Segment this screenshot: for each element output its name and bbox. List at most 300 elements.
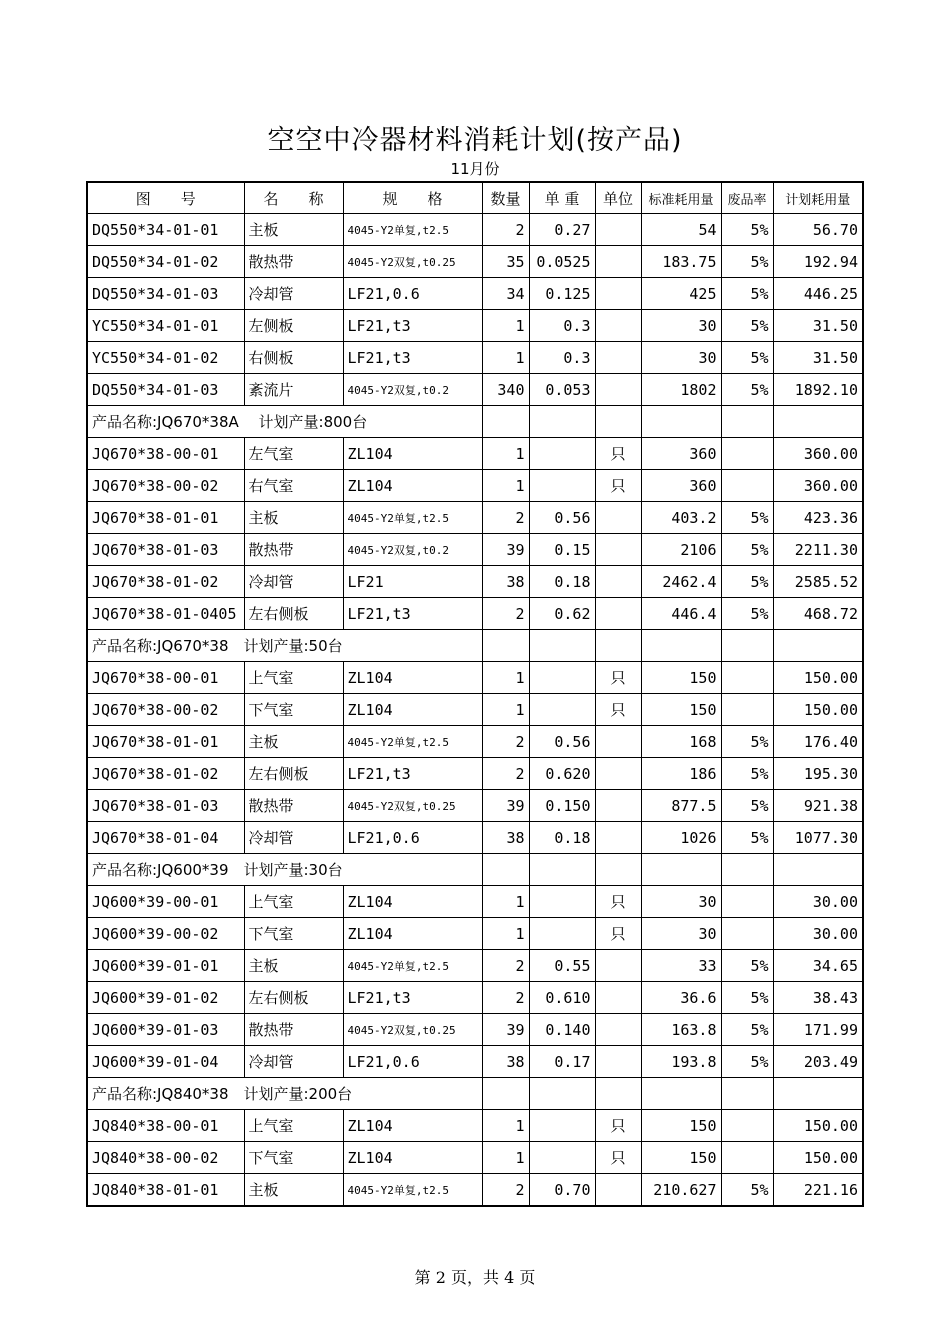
table-row — [87, 278, 863, 310]
cell-spec: LF21,0.6 — [343, 1046, 482, 1078]
table-body — [87, 182, 863, 1206]
table-row — [87, 662, 863, 694]
cell-name: 散热带 — [244, 790, 343, 822]
cell-std-usage: 360 — [641, 470, 721, 502]
cell-qty: 1 — [482, 342, 529, 374]
cell-scrap-rate — [721, 662, 773, 694]
cell-code: DQ550*34-01-01 — [87, 214, 244, 246]
cell-scrap-rate: 5% — [721, 950, 773, 982]
cell-std-usage: 163.8 — [641, 1014, 721, 1046]
table-row — [87, 502, 863, 534]
cell-plan-usage: 921.38 — [773, 790, 863, 822]
cell-code: JQ670*38-00-01 — [87, 438, 244, 470]
cell-scrap-rate: 5% — [721, 1014, 773, 1046]
cell-qty: 2 — [482, 950, 529, 982]
table-row — [87, 1174, 863, 1207]
cell-qty: 340 — [482, 374, 529, 406]
cell-name: 主板 — [244, 726, 343, 758]
cell-unit — [595, 982, 641, 1014]
cell-qty: 2 — [482, 598, 529, 630]
cell-scrap-rate: 5% — [721, 278, 773, 310]
table-row — [87, 918, 863, 950]
cell-std-usage: 2462.4 — [641, 566, 721, 598]
cell-std-usage: 30 — [641, 310, 721, 342]
cell-plan-usage: 221.16 — [773, 1174, 863, 1207]
cell-qty: 1 — [482, 918, 529, 950]
cell-code: JQ670*38-01-01 — [87, 502, 244, 534]
cell-name: 上气室 — [244, 1110, 343, 1142]
header-unit: 单位 — [595, 182, 641, 214]
cell-spec: ZL104 — [343, 470, 482, 502]
table-row — [87, 822, 863, 854]
cell-spec: ZL104 — [343, 438, 482, 470]
cell-weight: 0.55 — [529, 950, 595, 982]
cell-weight: 0.140 — [529, 1014, 595, 1046]
cell-unit — [595, 566, 641, 598]
cell-std-usage: 193.8 — [641, 1046, 721, 1078]
cell-weight: 0.27 — [529, 214, 595, 246]
cell-qty: 39 — [482, 790, 529, 822]
empty-cell — [773, 1078, 863, 1110]
page-footer: 第 2 页，共 4 页 — [414, 1268, 536, 1287]
cell-scrap-rate: 5% — [721, 790, 773, 822]
table-row — [87, 534, 863, 566]
cell-spec: ZL104 — [343, 694, 482, 726]
cell-name: 散热带 — [244, 246, 343, 278]
cell-spec: LF21,t3 — [343, 310, 482, 342]
cell-name: 冷却管 — [244, 278, 343, 310]
cell-unit — [595, 1174, 641, 1207]
cell-qty: 35 — [482, 246, 529, 278]
cell-spec: 4045-Y2双复,t0.2 — [343, 534, 482, 566]
cell-qty: 39 — [482, 1014, 529, 1046]
cell-name: 左气室 — [244, 438, 343, 470]
table-row — [87, 214, 863, 246]
cell-unit: 只 — [595, 1110, 641, 1142]
cell-std-usage: 1802 — [641, 374, 721, 406]
cell-unit — [595, 726, 641, 758]
empty-cell — [595, 630, 641, 662]
cell-code: JQ670*38-00-02 — [87, 694, 244, 726]
cell-name: 下气室 — [244, 694, 343, 726]
cell-unit — [595, 374, 641, 406]
cell-name: 左右侧板 — [244, 598, 343, 630]
cell-code: JQ670*38-01-02 — [87, 566, 244, 598]
cell-unit — [595, 950, 641, 982]
empty-cell — [482, 1078, 529, 1110]
empty-cell — [529, 854, 595, 886]
cell-code: JQ600*39-00-02 — [87, 918, 244, 950]
cell-weight: 0.053 — [529, 374, 595, 406]
cell-unit — [595, 502, 641, 534]
cell-unit — [595, 534, 641, 566]
cell-scrap-rate: 5% — [721, 726, 773, 758]
section-title: 产品名称:JQ670*38A 计划产量:800台 — [87, 406, 482, 438]
cell-plan-usage: 2211.30 — [773, 534, 863, 566]
cell-plan-usage: 423.36 — [773, 502, 863, 534]
cell-weight: 0.62 — [529, 598, 595, 630]
header-plan-usage: 计划耗用量 — [773, 182, 863, 214]
cell-qty: 34 — [482, 278, 529, 310]
table-row — [87, 726, 863, 758]
cell-plan-usage: 31.50 — [773, 310, 863, 342]
cell-spec: LF21,t3 — [343, 342, 482, 374]
cell-unit: 只 — [595, 662, 641, 694]
cell-std-usage: 150 — [641, 662, 721, 694]
header-spec: 规 格 — [343, 182, 482, 214]
cell-qty: 38 — [482, 566, 529, 598]
cell-qty: 1 — [482, 662, 529, 694]
cell-spec: LF21,t3 — [343, 982, 482, 1014]
cell-plan-usage: 195.30 — [773, 758, 863, 790]
cell-name: 冷却管 — [244, 822, 343, 854]
cell-code: JQ600*39-01-02 — [87, 982, 244, 1014]
cell-std-usage: 168 — [641, 726, 721, 758]
cell-weight — [529, 1142, 595, 1174]
cell-code: JQ840*38-01-01 — [87, 1174, 244, 1207]
cell-qty: 1 — [482, 1110, 529, 1142]
cell-weight: 0.18 — [529, 566, 595, 598]
cell-code: JQ670*38-01-04 — [87, 822, 244, 854]
cell-weight — [529, 1110, 595, 1142]
cell-unit — [595, 790, 641, 822]
cell-scrap-rate: 5% — [721, 598, 773, 630]
cell-weight: 0.17 — [529, 1046, 595, 1078]
table-row — [87, 246, 863, 278]
cell-spec: 4045-Y2单复,t2.5 — [343, 726, 482, 758]
table-row — [87, 1014, 863, 1046]
cell-unit — [595, 758, 641, 790]
section-row — [87, 854, 863, 886]
cell-spec: 4045-Y2双复,t0.25 — [343, 1014, 482, 1046]
cell-plan-usage: 468.72 — [773, 598, 863, 630]
cell-scrap-rate: 5% — [721, 758, 773, 790]
cell-code: JQ600*39-01-01 — [87, 950, 244, 982]
cell-unit: 只 — [595, 438, 641, 470]
cell-qty: 1 — [482, 438, 529, 470]
cell-plan-usage: 150.00 — [773, 694, 863, 726]
header-code: 图 号 — [87, 182, 244, 214]
cell-plan-usage: 34.65 — [773, 950, 863, 982]
cell-spec: ZL104 — [343, 1110, 482, 1142]
cell-scrap-rate: 5% — [721, 342, 773, 374]
cell-unit — [595, 310, 641, 342]
cell-qty: 1 — [482, 886, 529, 918]
cell-scrap-rate: 5% — [721, 246, 773, 278]
cell-code: DQ550*34-01-02 — [87, 246, 244, 278]
empty-cell — [721, 854, 773, 886]
cell-unit — [595, 1014, 641, 1046]
cell-std-usage: 30 — [641, 342, 721, 374]
cell-weight: 0.3 — [529, 342, 595, 374]
cell-plan-usage: 38.43 — [773, 982, 863, 1014]
cell-name: 冷却管 — [244, 566, 343, 598]
cell-spec: LF21,t3 — [343, 598, 482, 630]
empty-cell — [721, 406, 773, 438]
table-row — [87, 470, 863, 502]
table-row — [87, 598, 863, 630]
cell-name: 上气室 — [244, 662, 343, 694]
cell-std-usage: 150 — [641, 1110, 721, 1142]
cell-std-usage: 877.5 — [641, 790, 721, 822]
cell-name: 主板 — [244, 214, 343, 246]
cell-plan-usage: 30.00 — [773, 886, 863, 918]
cell-qty: 2 — [482, 1174, 529, 1207]
cell-plan-usage: 192.94 — [773, 246, 863, 278]
cell-plan-usage: 203.49 — [773, 1046, 863, 1078]
cell-name: 右侧板 — [244, 342, 343, 374]
empty-cell — [482, 630, 529, 662]
empty-cell — [721, 1078, 773, 1110]
section-title: 产品名称:JQ840*38 计划产量:200台 — [87, 1078, 482, 1110]
cell-plan-usage: 150.00 — [773, 1110, 863, 1142]
cell-plan-usage: 1892.10 — [773, 374, 863, 406]
cell-spec: 4045-Y2单复,t2.5 — [343, 1174, 482, 1207]
cell-qty: 39 — [482, 534, 529, 566]
cell-plan-usage: 31.50 — [773, 342, 863, 374]
cell-weight — [529, 662, 595, 694]
cell-name: 主板 — [244, 502, 343, 534]
cell-name: 散热带 — [244, 1014, 343, 1046]
cell-unit — [595, 246, 641, 278]
cell-weight: 0.70 — [529, 1174, 595, 1207]
cell-code: JQ670*38-01-03 — [87, 790, 244, 822]
cell-std-usage: 403.2 — [641, 502, 721, 534]
table-row — [87, 438, 863, 470]
cell-spec: ZL104 — [343, 662, 482, 694]
cell-scrap-rate: 5% — [721, 1174, 773, 1207]
cell-plan-usage: 360.00 — [773, 438, 863, 470]
cell-std-usage: 360 — [641, 438, 721, 470]
section-title: 产品名称:JQ600*39 计划产量:30台 — [87, 854, 482, 886]
cell-scrap-rate: 5% — [721, 310, 773, 342]
cell-scrap-rate: 5% — [721, 534, 773, 566]
cell-weight — [529, 694, 595, 726]
cell-qty: 2 — [482, 982, 529, 1014]
cell-plan-usage: 446.25 — [773, 278, 863, 310]
cell-scrap-rate: 5% — [721, 566, 773, 598]
empty-cell — [641, 630, 721, 662]
cell-qty: 38 — [482, 1046, 529, 1078]
cell-scrap-rate — [721, 694, 773, 726]
header-weight: 单 重 — [529, 182, 595, 214]
cell-qty: 2 — [482, 214, 529, 246]
cell-unit: 只 — [595, 1142, 641, 1174]
cell-weight: 0.3 — [529, 310, 595, 342]
cell-std-usage: 54 — [641, 214, 721, 246]
cell-qty: 2 — [482, 726, 529, 758]
cell-code: JQ840*38-00-01 — [87, 1110, 244, 1142]
cell-code: JQ670*38-00-02 — [87, 470, 244, 502]
cell-scrap-rate: 5% — [721, 374, 773, 406]
cell-weight: 0.56 — [529, 726, 595, 758]
section-title: 产品名称:JQ670*38 计划产量:50台 — [87, 630, 482, 662]
cell-scrap-rate — [721, 918, 773, 950]
cell-code: YC550*34-01-02 — [87, 342, 244, 374]
cell-std-usage: 186 — [641, 758, 721, 790]
cell-weight: 0.15 — [529, 534, 595, 566]
cell-weight: 0.125 — [529, 278, 595, 310]
cell-qty: 1 — [482, 310, 529, 342]
cell-std-usage: 1026 — [641, 822, 721, 854]
cell-plan-usage: 2585.52 — [773, 566, 863, 598]
cell-code: JQ600*39-01-03 — [87, 1014, 244, 1046]
table-row — [87, 758, 863, 790]
cell-spec: LF21,0.6 — [343, 278, 482, 310]
cell-weight: 0.0525 — [529, 246, 595, 278]
cell-name: 主板 — [244, 950, 343, 982]
empty-cell — [529, 630, 595, 662]
cell-spec: LF21 — [343, 566, 482, 598]
section-row — [87, 406, 863, 438]
header-row — [87, 182, 863, 214]
cell-unit — [595, 822, 641, 854]
cell-unit — [595, 598, 641, 630]
cell-code: JQ840*38-00-02 — [87, 1142, 244, 1174]
table-row — [87, 310, 863, 342]
cell-unit: 只 — [595, 918, 641, 950]
cell-name: 上气室 — [244, 886, 343, 918]
cell-code: DQ550*34-01-03 — [87, 374, 244, 406]
cell-code: JQ670*38-01-03 — [87, 534, 244, 566]
empty-cell — [482, 854, 529, 886]
empty-cell — [641, 854, 721, 886]
cell-plan-usage: 360.00 — [773, 470, 863, 502]
cell-scrap-rate: 5% — [721, 214, 773, 246]
cell-std-usage: 183.75 — [641, 246, 721, 278]
cell-scrap-rate — [721, 886, 773, 918]
empty-cell — [482, 406, 529, 438]
cell-qty: 2 — [482, 502, 529, 534]
cell-qty: 1 — [482, 694, 529, 726]
cell-weight: 0.610 — [529, 982, 595, 1014]
cell-spec: 4045-Y2单复,t2.5 — [343, 214, 482, 246]
cell-std-usage: 446.4 — [641, 598, 721, 630]
table-row — [87, 342, 863, 374]
table-row — [87, 982, 863, 1014]
cell-weight — [529, 886, 595, 918]
cell-scrap-rate — [721, 1110, 773, 1142]
cell-spec: LF21,t3 — [343, 758, 482, 790]
page-title: 空空中冷器材料消耗计划(按产品) — [267, 125, 683, 156]
cell-spec: 4045-Y2单复,t2.5 — [343, 502, 482, 534]
empty-cell — [773, 854, 863, 886]
cell-name: 下气室 — [244, 918, 343, 950]
cell-spec: ZL104 — [343, 1142, 482, 1174]
cell-unit — [595, 214, 641, 246]
cell-qty: 1 — [482, 470, 529, 502]
cell-name: 下气室 — [244, 1142, 343, 1174]
cell-weight: 0.56 — [529, 502, 595, 534]
cell-scrap-rate — [721, 438, 773, 470]
cell-name: 右气室 — [244, 470, 343, 502]
cell-code: JQ670*38-00-01 — [87, 662, 244, 694]
cell-name: 冷却管 — [244, 1046, 343, 1078]
cell-unit — [595, 278, 641, 310]
cell-scrap-rate: 5% — [721, 502, 773, 534]
cell-unit: 只 — [595, 470, 641, 502]
cell-weight: 0.150 — [529, 790, 595, 822]
cell-std-usage: 30 — [641, 886, 721, 918]
cell-unit — [595, 342, 641, 374]
cell-std-usage: 425 — [641, 278, 721, 310]
cell-weight: 0.620 — [529, 758, 595, 790]
cell-unit — [595, 1046, 641, 1078]
empty-cell — [595, 406, 641, 438]
cell-weight: 0.18 — [529, 822, 595, 854]
cell-qty: 1 — [482, 1142, 529, 1174]
month-label: 11月份 — [450, 160, 500, 178]
cell-qty: 38 — [482, 822, 529, 854]
cell-scrap-rate — [721, 1142, 773, 1174]
cell-spec: 4045-Y2单复,t2.5 — [343, 950, 482, 982]
cell-plan-usage: 176.40 — [773, 726, 863, 758]
cell-std-usage: 2106 — [641, 534, 721, 566]
empty-cell — [529, 406, 595, 438]
cell-std-usage: 33 — [641, 950, 721, 982]
material-table — [86, 181, 864, 1207]
cell-spec: 4045-Y2双复,t0.25 — [343, 246, 482, 278]
cell-plan-usage: 56.70 — [773, 214, 863, 246]
cell-name: 左右侧板 — [244, 982, 343, 1014]
empty-cell — [595, 1078, 641, 1110]
cell-plan-usage: 150.00 — [773, 662, 863, 694]
empty-cell — [773, 406, 863, 438]
cell-plan-usage: 150.00 — [773, 1142, 863, 1174]
cell-code: JQ600*39-01-04 — [87, 1046, 244, 1078]
cell-std-usage: 150 — [641, 1142, 721, 1174]
empty-cell — [595, 854, 641, 886]
cell-unit: 只 — [595, 694, 641, 726]
cell-unit: 只 — [595, 886, 641, 918]
cell-name: 左侧板 — [244, 310, 343, 342]
cell-plan-usage: 30.00 — [773, 918, 863, 950]
cell-spec: ZL104 — [343, 918, 482, 950]
cell-std-usage: 210.627 — [641, 1174, 721, 1207]
empty-cell — [721, 630, 773, 662]
cell-name: 紊流片 — [244, 374, 343, 406]
cell-spec: LF21,0.6 — [343, 822, 482, 854]
cell-plan-usage: 1077.30 — [773, 822, 863, 854]
table-row — [87, 694, 863, 726]
cell-weight — [529, 918, 595, 950]
table-row — [87, 566, 863, 598]
cell-code: JQ670*38-01-02 — [87, 758, 244, 790]
cell-scrap-rate — [721, 470, 773, 502]
cell-name: 主板 — [244, 1174, 343, 1207]
table-row — [87, 374, 863, 406]
header-qty: 数量 — [482, 182, 529, 214]
cell-name: 左右侧板 — [244, 758, 343, 790]
table-row — [87, 1110, 863, 1142]
cell-code: JQ670*38-01-01 — [87, 726, 244, 758]
section-row — [87, 630, 863, 662]
cell-weight — [529, 470, 595, 502]
cell-std-usage: 150 — [641, 694, 721, 726]
cell-spec: 4045-Y2双复,t0.25 — [343, 790, 482, 822]
cell-scrap-rate: 5% — [721, 822, 773, 854]
header-std-usage: 标准耗用量 — [641, 182, 721, 214]
cell-code: JQ670*38-01-0405 — [87, 598, 244, 630]
cell-code: YC550*34-01-01 — [87, 310, 244, 342]
cell-qty: 2 — [482, 758, 529, 790]
cell-spec: ZL104 — [343, 886, 482, 918]
header-scrap-rate: 废品率 — [721, 182, 773, 214]
table-row — [87, 790, 863, 822]
section-row — [87, 1078, 863, 1110]
empty-cell — [641, 406, 721, 438]
empty-cell — [773, 630, 863, 662]
